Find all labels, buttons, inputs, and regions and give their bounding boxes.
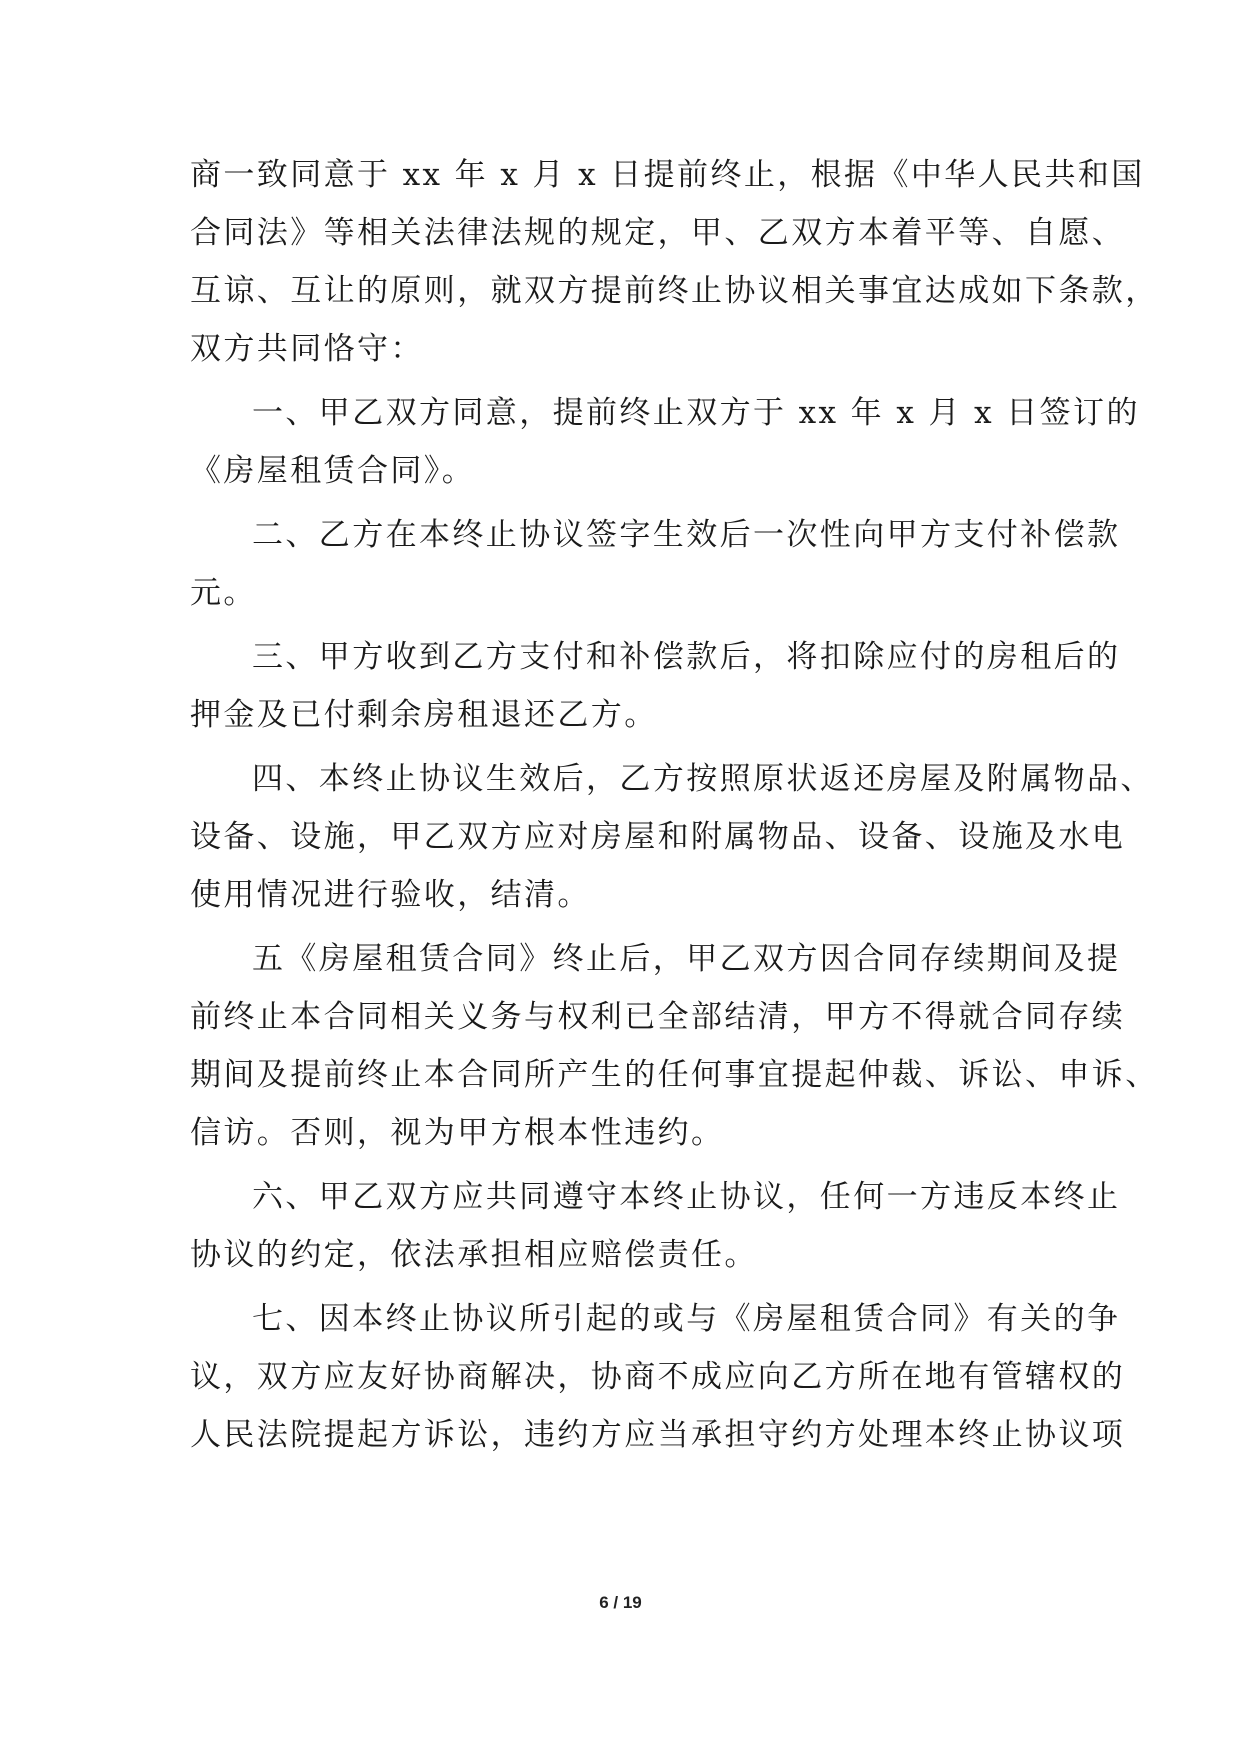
text-line: 双方共同恪守： — [190, 331, 424, 367]
clause-6-line: 六、甲乙双方应共同遵守本终止协议，任何一方违反本终止 — [252, 1179, 1121, 1215]
text-line: 互谅、互让的原则，就双方提前终止协议相关事宜达成如下条款， — [190, 273, 1159, 309]
clause-1-line: 一、甲乙双方同意，提前终止双方于 xx 年 x 月 x 日签订的 — [252, 395, 1140, 431]
text-line: 协议的约定，依法承担相应赔偿责任。 — [190, 1237, 758, 1273]
clause-4-line: 四、本终止协议生效后，乙方按照原状返还房屋及附属物品、 — [252, 761, 1154, 797]
text-line: 人民法院提起方诉讼，违约方应当承担守约方处理本终止协议项 — [190, 1417, 1126, 1453]
clause-7-line: 七、因本终止协议所引起的或与《房屋租赁合同》有关的争 — [252, 1301, 1121, 1337]
clause-5-line: 五《房屋租赁合同》终止后，甲乙双方因合同存续期间及提 — [252, 941, 1121, 977]
text-line: 设备、设施，甲乙双方应对房屋和附属物品、设备、设施及水电 — [190, 819, 1126, 855]
text-line: 商一致同意于 xx 年 x 月 x 日提前终止，根据《中华人民共和国 — [190, 157, 1145, 193]
page-number: 6 / 19 — [599, 1593, 642, 1612]
text-line: 使用情况进行验收，结清。 — [190, 877, 591, 913]
clause-3-line: 三、甲方收到乙方支付和补偿款后，将扣除应付的房租后的 — [252, 639, 1121, 675]
text-line: 押金及已付剩余房租退还乙方。 — [190, 697, 658, 733]
text-line: 信访。否则，视为甲方根本性违约。 — [190, 1115, 725, 1151]
text-line: 《房屋租赁合同》。 — [190, 453, 476, 489]
text-line: 合同法》等相关法律法规的规定，甲、乙双方本着平等、自愿、 — [190, 215, 1126, 251]
text-line: 议，双方应友好协商解决，协商不成应向乙方所在地有管辖权的 — [190, 1359, 1126, 1395]
text-line: 前终止本合同相关义务与权利已全部结清，甲方不得就合同存续 — [190, 999, 1126, 1035]
text-line: 期间及提前终止本合同所产生的任何事宜提起仲裁、诉讼、申诉、 — [190, 1057, 1159, 1093]
clause-2-line: 二、乙方在本终止协议签字生效后一次性向甲方支付补偿款 — [252, 517, 1121, 553]
text-line: 元。 — [190, 575, 257, 611]
